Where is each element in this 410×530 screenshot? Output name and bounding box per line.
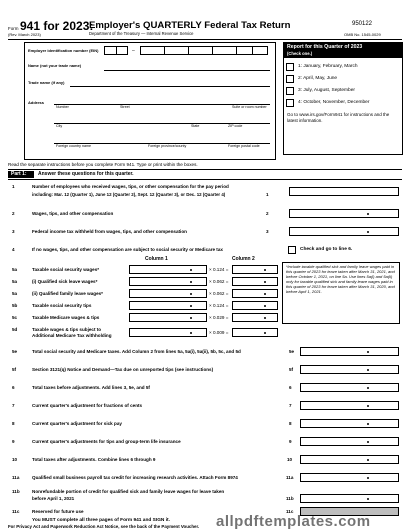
line-7-field[interactable] [300, 401, 399, 410]
line-9-decimal [367, 441, 369, 443]
line-5aii-rate: × 0.062 = [209, 291, 229, 296]
line-5a-col2-decimal [264, 269, 266, 271]
line-11b-ref: 11b [286, 496, 294, 501]
line-9-text: Current quarter's adjustments for tips and group-term life insurance [32, 439, 181, 444]
line-1-text-2: including: Mar. 12 (Quarter 1), June 12 (Quarter 2), Sept. 12 (Quarter 3), or Dec. 12 (Quarter 4) [32, 192, 226, 197]
part1-divider [8, 169, 402, 170]
line-11b-text-2: before April 1, 2021 [32, 496, 75, 501]
line-3-ref: 3 [266, 229, 269, 234]
line-11b-field[interactable] [300, 494, 399, 503]
zip-label: ZIP code [228, 124, 243, 128]
foreign-address-field[interactable] [54, 133, 270, 144]
line-4-checkbox[interactable] [288, 246, 296, 254]
line-5ai-rate: × 0.062 = [209, 279, 229, 284]
line-5c-rate: × 0.029 = [209, 315, 229, 320]
foreign-postal-label: Foreign postal code [228, 144, 260, 148]
line-11c-ref: 11c [286, 509, 294, 514]
watermark: allpdftemplates.com [216, 513, 371, 530]
privacy-notice: For Privacy Act and Paperwork Reduction Act Notice, see the back of the Payment Voucher. [8, 524, 200, 529]
line-5a-rate: × 0.124 = [209, 267, 229, 272]
line-2-field[interactable] [289, 209, 399, 218]
line-5b-col2-decimal [264, 305, 266, 307]
line-10-ref: 10 [287, 457, 293, 462]
line-5aii-col2-decimal [264, 293, 266, 295]
line-5ai-number: 5a [12, 279, 18, 284]
trade-name-label: Trade name (if any) [28, 80, 65, 85]
department-line: Department of the Treasury — Internal Revenue Service [89, 31, 194, 36]
number-label: Number [56, 105, 69, 109]
line-5aii-col2-field[interactable] [232, 289, 278, 298]
ein-divider [252, 46, 253, 55]
line-1-ref: 1 [266, 192, 269, 197]
line-5e-number: 5e [12, 349, 18, 354]
ein-divider [116, 46, 117, 55]
line-10-field[interactable] [300, 455, 399, 464]
line-7-ref: 7 [289, 403, 292, 408]
line-9-number: 9 [12, 439, 15, 444]
line-6-decimal [367, 387, 369, 389]
instructions-text: Read the separate instructions before you complete Form 941. Type or print within the boxes. [8, 162, 198, 167]
quarter-note: Go to www.irs.gov/Form941 for instructions and the latest information. [287, 112, 390, 123]
column-1-header: Column 1 [145, 256, 168, 262]
line-5c-number: 5c [12, 315, 18, 320]
line-5d-col2-field[interactable] [232, 328, 278, 337]
line-5f-decimal [367, 369, 369, 371]
line-5b-col1-field[interactable] [129, 301, 207, 310]
form-code: 950122 [352, 21, 373, 27]
line-11b-number: 11b [12, 489, 20, 494]
line-2-text: Wages, tips, and other compensation [32, 211, 114, 216]
line-8-ref: 8 [289, 421, 292, 426]
line-3-decimal [367, 231, 369, 233]
line-7-text: Current quarter's adjustment for fractions of cents [32, 403, 143, 408]
quarter-3-checkbox[interactable] [286, 87, 294, 95]
part1-title: Answer these questions for this quarter. [38, 171, 134, 177]
header-divider [8, 39, 402, 40]
line-11b-text: Nonrefundable portion of credit for qualified sick and family leave wages for leave taken [32, 489, 225, 494]
line-5a-col1-decimal [190, 269, 192, 271]
line-1-text: Number of employees who received wages, tips, or other compensation for the pay period [32, 184, 229, 189]
line-8-decimal [367, 423, 369, 425]
ein-suffix-field[interactable] [140, 46, 268, 55]
street-label: Street [120, 105, 130, 109]
name-label: Name (not your trade name) [28, 63, 82, 68]
line-5ai-col1-field[interactable] [129, 277, 207, 286]
line-5f-text: Section 3121(q) Notice and Demand—Tax due on unreported tips (see instructions) [32, 367, 214, 372]
line-5ai-col1-decimal [190, 281, 192, 283]
ein-divider [188, 46, 189, 55]
line-6-ref: 6 [289, 385, 292, 390]
line-5a-col1-field[interactable] [129, 265, 207, 274]
line-9-field[interactable] [300, 437, 399, 446]
line-5aii-text: (ii) Qualified family leave wages* [32, 291, 103, 296]
line-6-field[interactable] [300, 383, 399, 392]
line-8-number: 8 [12, 421, 15, 426]
quarter-1-label: 1: January, February, March [298, 64, 358, 69]
line-5b-number: 5b [12, 303, 18, 308]
line-5d-text-2: Additional Medicare Tax withholding [32, 333, 112, 338]
line-5e-field[interactable] [300, 347, 399, 356]
line-5e-ref: 5e [289, 349, 295, 354]
column-2-header: Column 2 [232, 256, 255, 262]
line-4-text: If no wages, tips, and other compensation are subject to social security or Medicare tax [32, 247, 223, 252]
line-5d-number: 5d [12, 327, 18, 332]
line-7-number: 7 [12, 403, 15, 408]
line-5b-col1-decimal [190, 305, 192, 307]
side-note: *Include taxable qualified sick and family leave wages paid in this quarter of 2023 for leave taken after March 31, 2021, and before October 1, 2021, on line 5a. Use lines 5a(i) and 5a(ii) only for taxable qualified sick and family leave wages paid in this quarter of 2023 for leave taken after March 31, 2020, and before April 1, 2021. [282, 262, 400, 324]
quarter-4-label: 4: October, November, December [298, 100, 370, 105]
quarter-title: Report for this Quarter of 2023 [287, 44, 363, 50]
line-1-number: 1 [12, 184, 15, 189]
quarter-1-checkbox[interactable] [286, 63, 294, 71]
line-5ai-col2-decimal [264, 281, 266, 283]
quarter-box [283, 42, 403, 155]
revision-date: (Rev. March 2023) [8, 32, 41, 37]
line-11b-decimal [367, 498, 369, 500]
line-11a-decimal [367, 477, 369, 479]
line-5d-col1-decimal [190, 332, 192, 334]
foreign-country-label: Foreign country name [56, 144, 91, 148]
line-10-text: Total taxes after adjustments. Combine lines 6 through 9 [32, 457, 156, 462]
line-5e-decimal [367, 351, 369, 353]
line-5a-number: 5a [12, 267, 18, 272]
line-5b-text: Taxable social security tips [32, 303, 92, 308]
line-5c-col2-decimal [264, 317, 266, 319]
line-4-check-label: Check and go to line 6. [300, 247, 353, 252]
line-5d-col2-decimal [264, 332, 266, 334]
ein-divider [164, 46, 165, 55]
line-2-number: 2 [12, 211, 15, 216]
line-9-ref: 9 [289, 439, 292, 444]
trade-name-field[interactable] [70, 76, 270, 87]
line-11a-text: Qualified small business payroll tax credit for increasing research activities. Attach Form 8974 [32, 475, 238, 480]
quarter-2-label: 2: April, May, June [298, 76, 338, 81]
line-3-number: 3 [12, 229, 15, 234]
line-6-text: Total taxes before adjustments. Add lines 3, 5e, and 5f [32, 385, 150, 390]
line-8-field[interactable] [300, 419, 399, 428]
line-5d-col1-field[interactable] [129, 328, 207, 337]
line-8-text: Current quarter's adjustment for sick pay [32, 421, 122, 426]
quarter-2-checkbox[interactable] [286, 75, 294, 83]
suite-label: Suite or room number [232, 105, 267, 109]
form-word: Form [8, 26, 19, 31]
line-11a-field[interactable] [300, 473, 399, 482]
line-2-decimal [367, 213, 369, 215]
line-5d-rate: × 0.009 = [209, 330, 229, 335]
line-5f-number: 5f [12, 367, 17, 372]
line-4-number: 4 [12, 247, 15, 252]
line-5a-col2-field[interactable] [232, 265, 278, 274]
name-field[interactable] [104, 60, 270, 71]
line-5aii-col1-decimal [190, 293, 192, 295]
quarter-4-checkbox[interactable] [286, 99, 294, 107]
city-label: City [56, 124, 63, 128]
line-10-number: 10 [12, 457, 18, 462]
line-5ai-text: (i) Qualified sick leave wages* [32, 279, 98, 284]
line-5c-col1-field[interactable] [129, 313, 207, 322]
line-5f-ref: 5f [289, 367, 294, 372]
line-5d-text: Taxable wages & tips subject to [32, 327, 102, 332]
ein-label: Employer identification number (EIN) [28, 48, 99, 53]
state-label: State [191, 124, 200, 128]
ein-divider [236, 46, 237, 55]
ein-divider [212, 46, 213, 55]
line-5c-text: Taxable Medicare wages & tips [32, 315, 100, 320]
form-title: Employer's QUARTERLY Federal Tax Return [89, 20, 291, 31]
sign-notice: You MUST complete all three pages of Form 941 and SIGN it. [32, 518, 170, 523]
line-5c-col1-decimal [190, 317, 192, 319]
line-2-ref: 2 [266, 211, 269, 216]
line-10-decimal [367, 459, 369, 461]
line-3-text: Federal income tax withheld from wages, tips, and other compensation [32, 229, 187, 234]
form-number: 941 for 2023: [20, 19, 94, 33]
line-5a-text: Taxable social security wages* [32, 267, 100, 272]
line-5ai-col2-field[interactable] [232, 277, 278, 286]
part1-divider-bottom [8, 179, 402, 180]
line-5e-text: Total social security and Medicare taxes. Add Column 2 from lines 5a, 5a(i), 5a(ii), 5b, 5c, and 5d [32, 349, 241, 354]
line-11c-number: 11c [12, 509, 20, 514]
line-11c-text: Reserved for future use [32, 509, 84, 514]
line-6-number: 6 [12, 385, 15, 390]
quarter-3-label: 3: July, August, September [298, 88, 355, 93]
line-5f-field[interactable] [300, 365, 399, 374]
street-field[interactable] [54, 94, 270, 105]
line-5aii-col1-field[interactable] [129, 289, 207, 298]
line-3-field[interactable] [289, 227, 399, 236]
line-5b-rate: × 0.124 = [209, 303, 229, 308]
city-field[interactable] [54, 113, 270, 124]
omb-number: OMB No. 1545-0029 [344, 32, 381, 37]
line-11a-number: 11a [12, 475, 20, 480]
part1-tag: Part 1: [11, 171, 27, 177]
line-1-field[interactable] [289, 187, 399, 196]
ein-dash: – [132, 48, 135, 54]
foreign-province-label: Foreign province/county [148, 144, 187, 148]
line-5aii-number: 5a [12, 291, 18, 296]
quarter-subtitle: (Check one.) [287, 51, 313, 56]
line-11a-ref: 11a [286, 475, 294, 480]
line-5c-col2-field[interactable] [232, 313, 278, 322]
line-5b-col2-field[interactable] [232, 301, 278, 310]
line-7-decimal [367, 405, 369, 407]
address-label: Address [28, 100, 45, 105]
